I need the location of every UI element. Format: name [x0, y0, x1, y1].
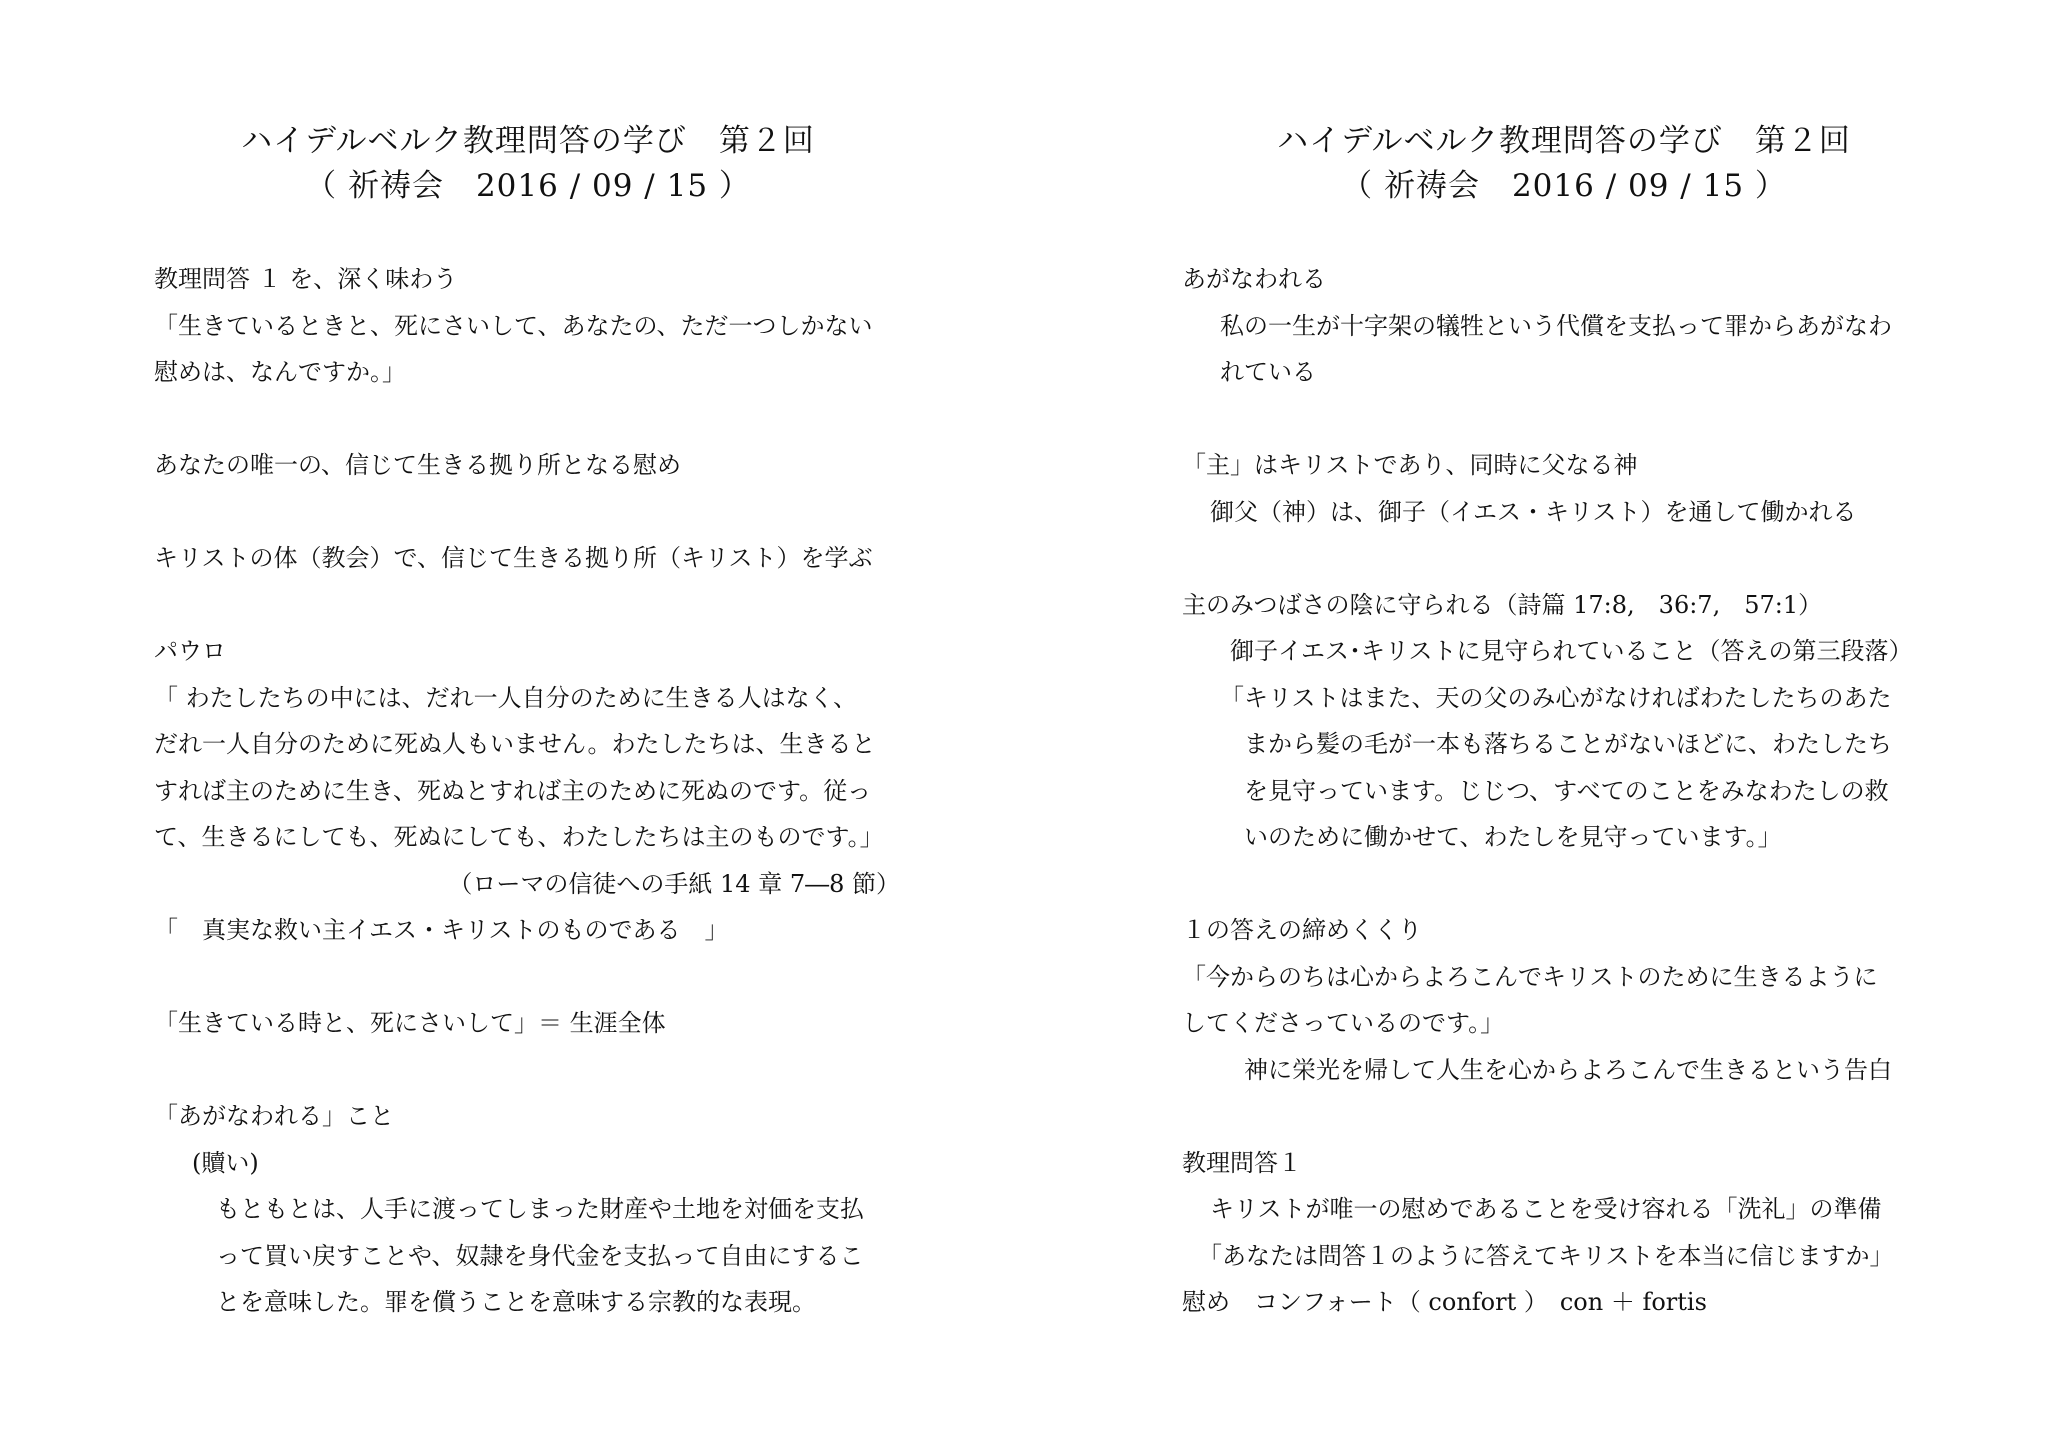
left-body	[154, 256, 914, 1326]
blank-line	[1182, 861, 2002, 908]
page-subtitle-date: （ 祈祷会 2016 / 09 / 15 ）	[305, 168, 751, 204]
right-body	[1182, 256, 2002, 1326]
section-heading: 主のみつばさの陰に守られる（詩篇 17:8, 36:7, 57:1）	[1182, 590, 1823, 619]
section-heading: 教理問答 １ を、深く味わう	[154, 265, 458, 293]
text-line: とを意味した。罪を償うことを意味する宗教的な表現。	[216, 1288, 816, 1316]
text-line: キリストが唯一の慰めであることを受け容れる「洗礼」の準備	[1210, 1195, 1882, 1223]
page-title: ハイデルベルク教理問答の学び 第２回	[241, 123, 815, 159]
text-line: れている	[1220, 358, 1316, 386]
quote-line: してくださっているのです。」	[1182, 1009, 1505, 1037]
right-page	[1024, 0, 2048, 1449]
section-heading: 「主」はキリストであり、同時に父なる神	[1182, 451, 1638, 479]
text-line: もともとは、人手に渡ってしまった財産や土地を対価を支払	[216, 1195, 864, 1223]
scripture-reference: （ローマの信徒への手紙 14 章 7―8 節）	[448, 869, 900, 898]
quote-line: 慰めは、なんですか。」	[154, 358, 406, 386]
blank-line	[1182, 535, 2002, 582]
quote-line: 「キリストはまた、天の父のみ心がなければわたしたちのあた	[1220, 683, 1892, 712]
text-line: 慰め コンフォート（ confort ） con ＋ fortis	[1182, 1288, 1707, 1316]
blank-line	[154, 954, 914, 1001]
text-line: 御子イエス･キリストに見守られていること（答えの第三段落）	[1230, 637, 1913, 665]
quote-line: いのために働かせて、わたしを見守っています。」	[1244, 823, 1782, 851]
section-heading: パウロ	[154, 637, 226, 665]
section-heading: １の答えの締めくくり	[1182, 916, 1422, 944]
text-line: 神に栄光を帰して人生を心からよろこんで生きるという告白	[1244, 1055, 1892, 1084]
blank-line	[154, 489, 914, 536]
blank-line	[154, 1047, 914, 1094]
quote-line: 「今からのちは心からよろこんでキリストのために生きるように	[1182, 962, 1878, 991]
page-title: ハイデルベルク教理問答の学び 第２回	[1277, 123, 1851, 159]
text-line: 私の一生が十字架の犠牲という代償を支払って罪からあがなわ	[1220, 311, 1892, 340]
quote-line: 「 わたしたちの中には、だれ一人自分のために生きる人はなく、	[154, 683, 858, 712]
section-heading: 「あがなわれる」こと	[154, 1102, 394, 1130]
quote-line: まから髪の毛が一本も落ちることがないほどに、わたしたち	[1244, 730, 1892, 758]
blank-line	[154, 396, 914, 443]
blank-line	[1182, 396, 2002, 443]
text-line: あなたの唯一の、信じて生きる拠り所となる慰め	[154, 451, 682, 479]
quote-line: を見守っています。じじつ、すべてのことをみなわたしの救	[1244, 776, 1889, 805]
text-line: 「 真実な救い主イエス・キリストのものである 」	[154, 916, 729, 944]
text-line: って買い戻すことや、奴隷を身代金を支払って自由にするこ	[216, 1241, 864, 1270]
quote-line: 「生きているときと、死にさいして、あなたの、ただ一つしかない	[154, 311, 873, 340]
page-subtitle-date: （ 祈祷会 2016 / 09 / 15 ）	[1341, 168, 1787, 204]
quote-line: すれば主のために生き、死ぬとすれば主のために死ぬのです。従っ	[154, 776, 872, 805]
text-line: 御父（神）は、御子（イエス・キリスト）を通して働かれる	[1210, 497, 1857, 526]
section-heading: 教理問答１	[1182, 1148, 1302, 1177]
quote-line: て、生きるにしても、死ぬにしても、わたしたちは主のものです。」	[154, 823, 884, 851]
quote-line: だれ一人自分のために死ぬ人もいません。わたしたちは、生きると	[154, 730, 876, 758]
text-line: キリストの体（教会）で、信じて生きる拠り所（キリスト）を学ぶ	[154, 544, 873, 572]
quote-line: 「あなたは問答１のように答えてキリストを本当に信じますか」	[1198, 1241, 1894, 1270]
blank-line	[1182, 1093, 2002, 1140]
blank-line	[154, 582, 914, 629]
text-line: (贖い)	[192, 1148, 259, 1177]
text-line: 「生きている時と、死にさいして」＝ 生涯全体	[154, 1009, 666, 1037]
section-heading: あがなわれる	[1182, 265, 1326, 293]
